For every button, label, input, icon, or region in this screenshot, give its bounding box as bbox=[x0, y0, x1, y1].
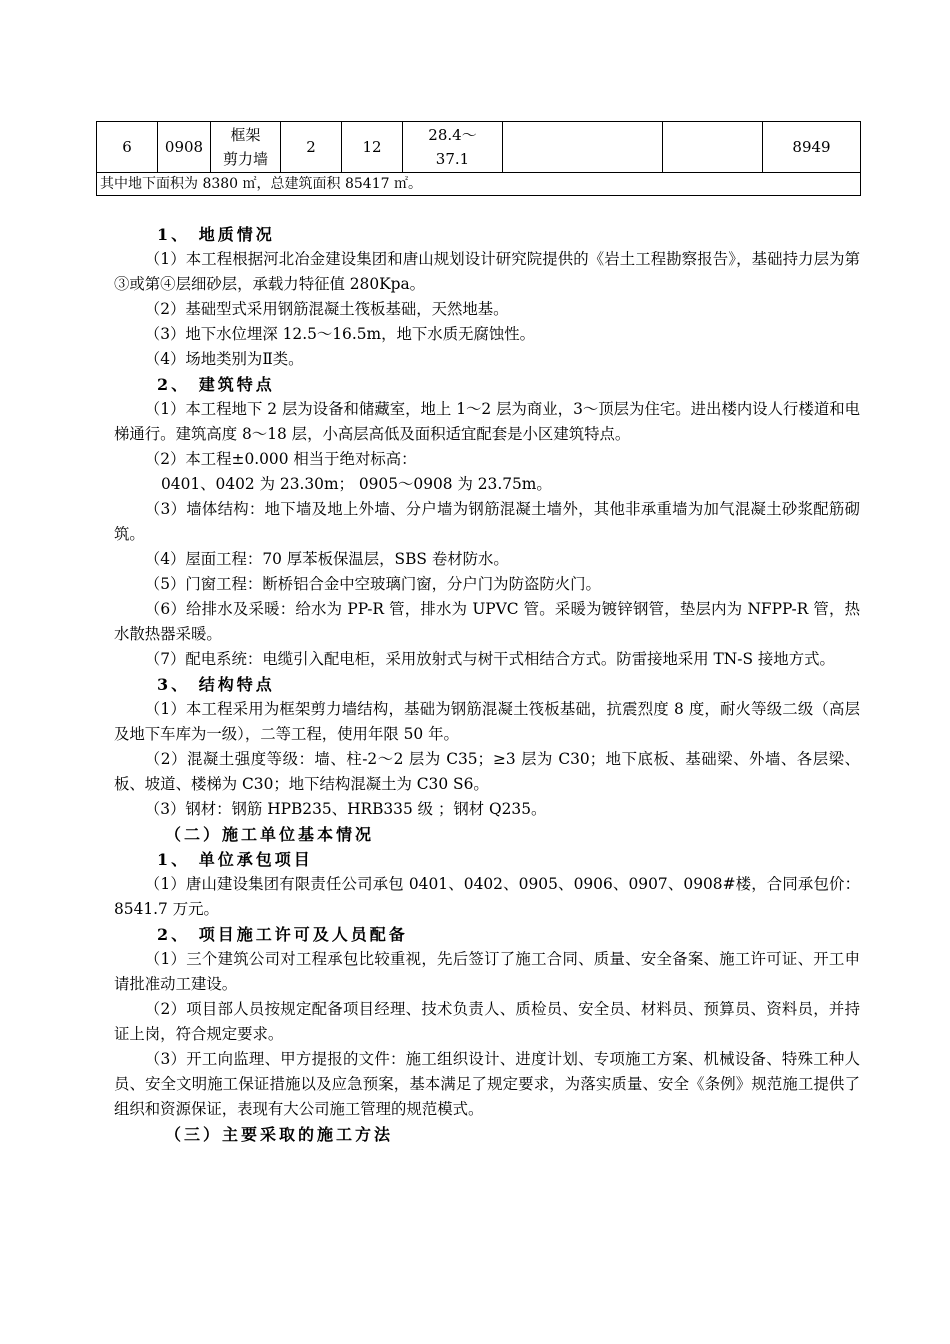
paragraph: （7）配电系统：电缆引入配电柜，采用放射式与树干式相结合方式。防雷接地采用 TN-S 接地方式。 bbox=[144, 650, 835, 668]
paragraph: 0401、0402 为 23.30m； 0905～0908 为 23.75m。 bbox=[161, 475, 552, 493]
paragraph: （3）钢材：钢筋 HPB235、HRB335 级 ；钢材 Q235。 bbox=[144, 800, 547, 818]
paragraph: （1）本工程根据河北冶金建设集团和唐山规划设计研究院提供的《岩土工程勘察报告》，基础持力层为第③或第④层细砂层，承载力特征值 280Kpa。 bbox=[114, 250, 860, 293]
paragraph: （4）屋面工程：70 厚苯板保温层，SBS 卷材防水。 bbox=[144, 550, 509, 568]
cell-empty-2 bbox=[663, 122, 763, 173]
paragraph: （1）本工程采用为框架剪力墙结构，基础为钢筋混凝土筏板基础，抗震烈度 8 度，耐火等级二级（高层及地下车库为一级），二等工程，使用年限 50 年。 bbox=[114, 700, 860, 743]
cell-code: 0908 bbox=[158, 122, 211, 173]
building-spec-table bbox=[96, 121, 861, 196]
paragraph: （1）三个建筑公司对工程承包比较重视，先后签订了施工合同、质量、安全备案、施工许可证、开工申请批准动工建设。 bbox=[114, 950, 860, 993]
cell-height: 28.4～ 37.1 bbox=[403, 122, 503, 173]
table-row bbox=[97, 122, 861, 173]
cell-empty-1 bbox=[503, 122, 663, 173]
paragraph: （2）基础型式采用钢筋混凝土筏板基础，天然地基。 bbox=[144, 300, 509, 318]
paragraph: （1）本工程地下 2 层为设备和储藏室，地上 1～2 层为商业，3～顶层为住宅。进出楼内设人行楼道和电梯通行。建筑高度 8～18 层，小高层高低及面积适宜配套是小区建筑特点。 bbox=[114, 400, 860, 443]
section-title-geology: 1、 地质情况 bbox=[157, 225, 275, 244]
paragraph: （4）场地类别为Ⅱ类。 bbox=[144, 350, 304, 368]
paragraph: （3）地下水位埋深 12.5～16.5m，地下水质无腐蚀性。 bbox=[144, 325, 536, 343]
paragraph: （1）唐山建设集团有限责任公司承包 0401、0402、0905、0906、0907、0908#楼，合同承包价：8541.7 万元。 bbox=[114, 875, 860, 918]
cell-basement-floors: 2 bbox=[281, 122, 342, 173]
table-note: 其中地下面积为 8380 ㎡，总建筑面积 85417 ㎡。 bbox=[97, 173, 861, 196]
cell-floors: 12 bbox=[342, 122, 403, 173]
cell-no: 6 bbox=[97, 122, 158, 173]
cell-area: 8949 bbox=[763, 122, 861, 173]
part-title-methods: （三）主要采取的施工方法 bbox=[165, 1125, 394, 1144]
paragraph: （5）门窗工程：断桥铝合金中空玻璃门窗，分户门为防盗防火门。 bbox=[144, 575, 601, 593]
paragraph: （2）项目部人员按规定配备项目经理、技术负责人、质检员、安全员、材料员、预算员、资料员，并持证上岗，符合规定要求。 bbox=[114, 1000, 860, 1043]
section-title-permits-staffing: 2、 项目施工许可及人员配备 bbox=[157, 925, 408, 944]
section-title-structure: 3、 结构特点 bbox=[157, 675, 275, 694]
paragraph: （6）给排水及采暖：给水为 PP-R 管，排水为 UPVC 管。采暖为镀锌钢管，垫层内为 NFPP-R 管，热水散热器采暖。 bbox=[114, 600, 860, 643]
paragraph: （2）混凝土强度等级：墙、柱-2～2 层为 C35；≥3 层为 C30；地下底板、基础梁、外墙、各层梁、板、坡道、楼梯为 C30；地下结构混凝土为 C30 S6。 bbox=[114, 750, 860, 793]
document-body bbox=[114, 222, 860, 1147]
table-note-row bbox=[97, 173, 861, 196]
cell-structure: 框架 剪力墙 bbox=[211, 122, 281, 173]
paragraph: （2）本工程±0.000 相当于绝对标高： bbox=[144, 450, 417, 468]
paragraph: （3）开工向监理、甲方提报的文件：施工组织设计、进度计划、专项施工方案、机械设备、特殊工种人员、安全文明施工保证措施以及应急预案，基本满足了规定要求，为落实质量、安全《条例》规范施工提供了组织和资源保证，表现有大公司施工管理的规范模式。 bbox=[114, 1050, 860, 1118]
part-title-contractor: （二）施工单位基本情况 bbox=[165, 825, 375, 844]
section-title-contract-scope: 1、 单位承包项目 bbox=[157, 850, 313, 869]
paragraph: （3）墙体结构：地下墙及地上外墙、分户墙为钢筋混凝土墙外，其他非承重墙为加气混凝土砂浆配筋砌筑。 bbox=[114, 500, 860, 543]
section-title-architecture: 2、 建筑特点 bbox=[157, 375, 275, 394]
